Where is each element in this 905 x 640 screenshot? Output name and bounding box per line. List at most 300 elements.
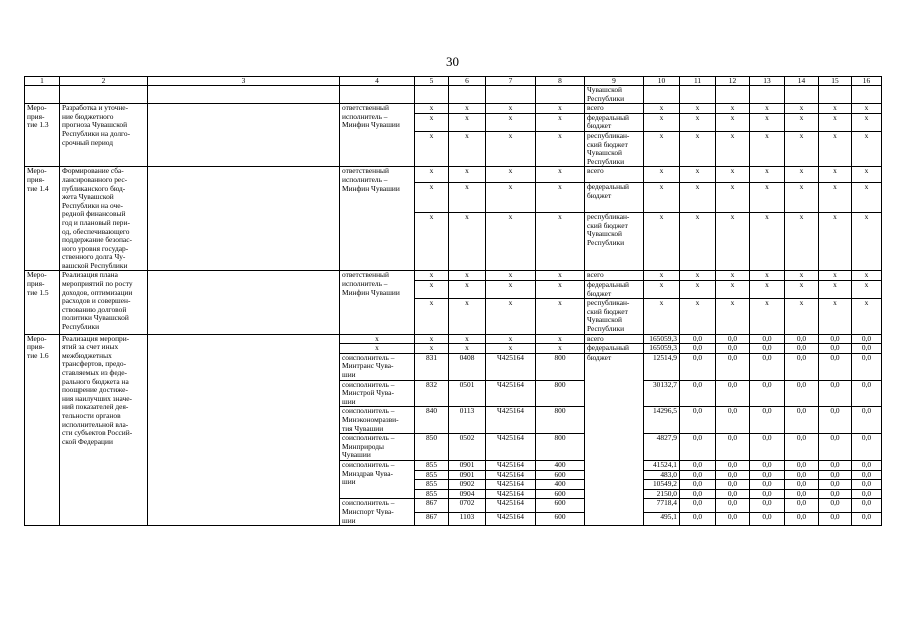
table-cell: x: [449, 183, 486, 213]
table-row: [25, 167, 882, 183]
table-cell: [449, 86, 486, 104]
table-cell: 0,0: [852, 460, 882, 470]
table-cell: 0,0: [680, 344, 716, 354]
table-cell: x: [536, 167, 585, 183]
table-cell: [852, 86, 882, 104]
table-cell: 0,0: [716, 489, 750, 499]
table-cell: x: [536, 131, 585, 166]
table-cell: x: [486, 213, 536, 271]
table-header: [25, 77, 882, 86]
table-cell: 0,0: [716, 499, 750, 512]
table-cell: 0,0: [819, 470, 852, 480]
table-cell: 600: [536, 489, 585, 499]
table-cell: 0,0: [852, 480, 882, 490]
table-cell: 2150,0: [644, 489, 680, 499]
table-cell: 0,0: [785, 353, 819, 380]
table-cell: x: [750, 104, 785, 114]
table-cell: x: [852, 131, 882, 166]
table-cell: x: [680, 299, 716, 334]
table-cell: 4827,9: [644, 434, 680, 461]
table-cell: 0,0: [716, 407, 750, 434]
table-cell: 0901: [449, 460, 486, 470]
table-cell: x: [819, 213, 852, 271]
table-cell: 600: [536, 512, 585, 525]
table-cell: x: [486, 299, 536, 334]
table-cell: x: [486, 113, 536, 131]
table-cell: [148, 86, 340, 104]
table-cell: 0,0: [785, 489, 819, 499]
table-cell: x: [415, 344, 449, 354]
column-header: 8: [536, 77, 585, 86]
table-cell: x: [785, 113, 819, 131]
table-cell: 800: [536, 380, 585, 407]
table-cell: x: [819, 104, 852, 114]
table-cell: x: [415, 213, 449, 271]
table-cell: 400: [536, 460, 585, 470]
table-cell: 0,0: [750, 480, 785, 490]
table-cell: соисполнитель – Минприроды Чувашии: [340, 434, 415, 461]
program-table: [24, 76, 882, 526]
table-cell: x: [644, 131, 680, 166]
table-cell: Ч425164: [486, 499, 536, 512]
table-cell: x: [449, 299, 486, 334]
table-cell: x: [536, 281, 585, 299]
table-cell: 0,0: [852, 470, 882, 480]
table-cell: 0,0: [680, 334, 716, 344]
table-cell: x: [819, 271, 852, 281]
table-cell: Ч425164: [486, 353, 536, 380]
column-header: 5: [415, 77, 449, 86]
table-cell: 800: [536, 353, 585, 380]
table-cell: 0,0: [852, 344, 882, 354]
table-cell: x: [750, 281, 785, 299]
table-cell: 0,0: [819, 353, 852, 380]
table-cell: республикан- ский бюджет Чувашской Республики: [585, 213, 644, 271]
table-cell: 0,0: [852, 334, 882, 344]
table-cell: [680, 86, 716, 104]
table-cell: x: [750, 183, 785, 213]
table-cell: 0,0: [716, 470, 750, 480]
table-cell: x: [750, 113, 785, 131]
table-cell: 0,0: [680, 353, 716, 380]
table-cell: [415, 86, 449, 104]
table-cell: x: [680, 113, 716, 131]
table-cell: x: [486, 104, 536, 114]
table-cell: 0,0: [819, 489, 852, 499]
table-cell: x: [449, 131, 486, 166]
table-cell: 0,0: [785, 334, 819, 344]
table-cell: x: [680, 271, 716, 281]
table-cell: x: [819, 131, 852, 166]
table-cell: x: [449, 334, 486, 344]
table-cell: ответственный исполнитель – Минфин Чувашии: [340, 167, 415, 271]
table-cell: x: [415, 104, 449, 114]
table-cell: 0,0: [819, 460, 852, 470]
table-cell: 600: [536, 470, 585, 480]
table-cell: Ч425164: [486, 434, 536, 461]
table-cell: 0,0: [852, 489, 882, 499]
table-cell: 0113: [449, 407, 486, 434]
table-cell: 0,0: [852, 434, 882, 461]
table-cell: 0,0: [785, 480, 819, 490]
table-cell: Меро- прия- тие 1.4: [25, 167, 60, 271]
table-cell: x: [819, 167, 852, 183]
table-cell: 0,0: [819, 512, 852, 525]
table-cell: Формирование сба- лансированного рес- публиканского бюд- жета Чувашской Республики на оче- редной финансовый год и плановый пери- од, обеспечивающего поддержание безопас- ного уровня государ- ственного долга Чу- вашской Республики: [60, 167, 148, 271]
table-cell: x: [644, 167, 680, 183]
table-cell: x: [415, 281, 449, 299]
table-cell: 867: [415, 512, 449, 525]
table-cell: 0901: [449, 470, 486, 480]
table-cell: x: [716, 131, 750, 166]
table-cell: 0,0: [819, 344, 852, 354]
table-cell: 0902: [449, 480, 486, 490]
table-cell: 0702: [449, 499, 486, 512]
table-cell: x: [644, 213, 680, 271]
table-cell: всего: [585, 334, 644, 344]
column-header: 11: [680, 77, 716, 86]
table-cell: x: [644, 271, 680, 281]
table-row: [25, 104, 882, 114]
table-cell: 1103: [449, 512, 486, 525]
table-cell: 0,0: [819, 407, 852, 434]
table-cell: x: [486, 131, 536, 166]
table-cell: 600: [536, 499, 585, 512]
column-header: 12: [716, 77, 750, 86]
table-cell: 0,0: [750, 512, 785, 525]
table-cell: x: [486, 271, 536, 281]
table-cell: федеральный бюджет: [585, 183, 644, 213]
table-cell: 0,0: [680, 470, 716, 480]
table-cell: [148, 167, 340, 271]
table-body: [25, 86, 882, 526]
table-cell: 855: [415, 460, 449, 470]
table-cell: 483,0: [644, 470, 680, 480]
table-cell: x: [819, 281, 852, 299]
table-cell: Реализация плана мероприятий по росту доходов, оптимизации расходов и совершен- ствованию долговой политики Чувашской Республики: [60, 271, 148, 334]
table-cell: 0,0: [680, 512, 716, 525]
table-cell: x: [486, 167, 536, 183]
table-cell: x: [536, 213, 585, 271]
table-cell: федеральный: [585, 344, 644, 354]
table-cell: x: [486, 281, 536, 299]
table-cell: x: [852, 113, 882, 131]
column-header: 13: [750, 77, 785, 86]
table-cell: x: [415, 167, 449, 183]
table-cell: x: [716, 271, 750, 281]
table-cell: x: [852, 183, 882, 213]
table-cell: Ч425164: [486, 407, 536, 434]
table-cell: x: [340, 344, 415, 354]
table-cell: 0,0: [750, 499, 785, 512]
table-cell: x: [644, 299, 680, 334]
table-cell: x: [680, 213, 716, 271]
table-cell: соисполнитель – Минэкономразви- тия Чувашии: [340, 407, 415, 434]
column-header: 16: [852, 77, 882, 86]
column-header: 7: [486, 77, 536, 86]
table-cell: [819, 86, 852, 104]
table-cell: [148, 104, 340, 167]
table-cell: x: [785, 183, 819, 213]
table-cell: 400: [536, 480, 585, 490]
table-cell: x: [716, 167, 750, 183]
column-header: 14: [785, 77, 819, 86]
table-cell: 840: [415, 407, 449, 434]
table-cell: 0,0: [680, 460, 716, 470]
table-cell: 0,0: [819, 334, 852, 344]
table-cell: [60, 86, 148, 104]
table-cell: x: [785, 131, 819, 166]
table-cell: соисполнитель – Минспорт Чува- шии: [340, 499, 415, 526]
table-cell: 0,0: [819, 499, 852, 512]
table-cell: x: [716, 183, 750, 213]
table-cell: x: [680, 131, 716, 166]
table-cell: республикан- ский бюджет Чувашской Республики: [585, 131, 644, 166]
table-cell: x: [536, 113, 585, 131]
table-cell: [716, 86, 750, 104]
table-cell: 0,0: [750, 334, 785, 344]
table-cell: соисполнитель – Минздрав Чува- шии: [340, 460, 415, 498]
column-header: 6: [449, 77, 486, 86]
table-cell: x: [716, 299, 750, 334]
table-cell: соисполнитель – Минстрой Чува- шии: [340, 380, 415, 407]
column-header: 4: [340, 77, 415, 86]
table-row: [25, 86, 882, 104]
table-cell: 0,0: [716, 380, 750, 407]
table-cell: 850: [415, 434, 449, 461]
table-cell: 0,0: [750, 489, 785, 499]
table-cell: 7718,4: [644, 499, 680, 512]
table-cell: x: [750, 167, 785, 183]
table-cell: x: [449, 104, 486, 114]
table-cell: 0,0: [750, 380, 785, 407]
table-cell: 832: [415, 380, 449, 407]
table-cell: x: [415, 271, 449, 281]
table-cell: x: [785, 281, 819, 299]
table-cell: x: [415, 183, 449, 213]
table-cell: 0,0: [750, 434, 785, 461]
table-cell: x: [340, 334, 415, 344]
table-cell: 0,0: [680, 480, 716, 490]
table-cell: 0,0: [680, 489, 716, 499]
table-cell: 0,0: [852, 407, 882, 434]
table-cell: 0501: [449, 380, 486, 407]
table-cell: x: [716, 104, 750, 114]
table-cell: 0,0: [680, 407, 716, 434]
table-cell: 855: [415, 489, 449, 499]
table-cell: 0,0: [785, 470, 819, 480]
table-cell: x: [716, 113, 750, 131]
table-cell: 0,0: [852, 512, 882, 525]
table-cell: 0,0: [716, 480, 750, 490]
table-cell: 10549,2: [644, 480, 680, 490]
table-cell: [25, 86, 60, 104]
table-cell: 41524,1: [644, 460, 680, 470]
table-cell: 0,0: [750, 470, 785, 480]
table-cell: x: [852, 167, 882, 183]
table-cell: ответственный исполнитель – Минфин Чувашии: [340, 271, 415, 334]
table-cell: 0904: [449, 489, 486, 499]
table-cell: Ч425164: [486, 480, 536, 490]
table-cell: 867: [415, 499, 449, 512]
table-cell: [536, 86, 585, 104]
table-cell: Ч425164: [486, 470, 536, 480]
table-cell: 0,0: [680, 380, 716, 407]
table-cell: x: [486, 344, 536, 354]
table-cell: бюджет: [585, 353, 644, 525]
table-cell: x: [819, 299, 852, 334]
table-cell: 0,0: [716, 512, 750, 525]
column-header: 15: [819, 77, 852, 86]
table-cell: [148, 271, 340, 334]
table-cell: x: [415, 113, 449, 131]
table-cell: x: [785, 213, 819, 271]
table-cell: 800: [536, 434, 585, 461]
table-cell: 0,0: [750, 344, 785, 354]
table-cell: 0,0: [716, 434, 750, 461]
table-cell: x: [415, 131, 449, 166]
table-cell: x: [785, 104, 819, 114]
table-cell: x: [750, 299, 785, 334]
table-cell: 495,1: [644, 512, 680, 525]
table-cell: всего: [585, 271, 644, 281]
table-cell: 12514,9: [644, 353, 680, 380]
table-cell: 0,0: [819, 380, 852, 407]
table-cell: Меро- прия- тие 1.5: [25, 271, 60, 334]
table-cell: 855: [415, 480, 449, 490]
column-header: 1: [25, 77, 60, 86]
table-cell: Ч425164: [486, 489, 536, 499]
table-cell: Ч425164: [486, 460, 536, 470]
table-cell: x: [716, 213, 750, 271]
table-cell: 0,0: [852, 499, 882, 512]
table-cell: x: [415, 334, 449, 344]
table-cell: 0,0: [750, 407, 785, 434]
table-cell: [750, 86, 785, 104]
table-cell: x: [716, 281, 750, 299]
table-cell: x: [852, 281, 882, 299]
table-cell: [486, 86, 536, 104]
table-cell: 0,0: [819, 480, 852, 490]
table-cell: 0502: [449, 434, 486, 461]
table-cell: x: [644, 281, 680, 299]
table-cell: x: [680, 183, 716, 213]
table-cell: x: [644, 183, 680, 213]
table-cell: x: [750, 213, 785, 271]
table-cell: x: [486, 334, 536, 344]
table-cell: 0,0: [852, 380, 882, 407]
table-cell: 0,0: [785, 460, 819, 470]
table-cell: 0,0: [716, 334, 750, 344]
table-cell: Разработка и уточне- ние бюджетного прогноза Чувашской Республики на долго- срочный период: [60, 104, 148, 167]
table-cell: 0,0: [785, 434, 819, 461]
table-cell: x: [449, 344, 486, 354]
table-cell: 0,0: [785, 499, 819, 512]
table-cell: 855: [415, 470, 449, 480]
table-cell: Ч425164: [486, 512, 536, 525]
table-cell: 0,0: [680, 499, 716, 512]
table-cell: Чувашской Республики: [585, 86, 644, 104]
table-cell: x: [819, 183, 852, 213]
table-cell: x: [536, 344, 585, 354]
table-cell: федеральный бюджет: [585, 281, 644, 299]
table-cell: всего: [585, 167, 644, 183]
table-cell: 0408: [449, 353, 486, 380]
table-cell: федеральный бюджет: [585, 113, 644, 131]
table-cell: x: [449, 167, 486, 183]
table-cell: x: [644, 113, 680, 131]
table-cell: x: [680, 104, 716, 114]
table-cell: 831: [415, 353, 449, 380]
table-cell: 0,0: [785, 407, 819, 434]
table-cell: 0,0: [716, 344, 750, 354]
table-cell: всего: [585, 104, 644, 114]
table-cell: x: [785, 167, 819, 183]
table-cell: x: [852, 213, 882, 271]
table-cell: x: [415, 299, 449, 334]
table-cell: x: [680, 281, 716, 299]
table-row: [25, 334, 882, 344]
table-cell: x: [644, 104, 680, 114]
table-cell: x: [449, 113, 486, 131]
table-cell: x: [486, 183, 536, 213]
table-cell: x: [750, 271, 785, 281]
column-header: 9: [585, 77, 644, 86]
table-cell: [340, 86, 415, 104]
table-cell: 0,0: [750, 353, 785, 380]
table-cell: 0,0: [716, 460, 750, 470]
table-cell: [644, 86, 680, 104]
table-cell: Реализация меропри- ятий за счет иных межбюджетных трансфертов, предо- ставляемых из феде- рального бюджета на поощрение достиже- ния наилучших значе- ний показателей дея- тельности органов исполнительной вла- сти субъектов Россий- ской Федерации: [60, 334, 148, 525]
table-cell: Ч425164: [486, 380, 536, 407]
table-cell: Меро- прия- тие 1.3: [25, 104, 60, 167]
table-cell: ответственный исполнитель – Минфин Чувашии: [340, 104, 415, 167]
table-cell: 0,0: [785, 380, 819, 407]
table-cell: 30132,7: [644, 380, 680, 407]
table-cell: 800: [536, 407, 585, 434]
table-cell: x: [852, 271, 882, 281]
table-cell: 165059,3: [644, 334, 680, 344]
table-cell: x: [819, 113, 852, 131]
table-cell: x: [785, 271, 819, 281]
table-cell: x: [536, 183, 585, 213]
table-cell: x: [536, 299, 585, 334]
table-cell: 14296,5: [644, 407, 680, 434]
table-row: [25, 271, 882, 281]
table-cell: [148, 334, 340, 525]
table-cell: x: [750, 131, 785, 166]
table-cell: x: [536, 334, 585, 344]
table-cell: 165059,3: [644, 344, 680, 354]
table-cell: 0,0: [852, 353, 882, 380]
table-cell: 0,0: [785, 512, 819, 525]
table-cell: x: [852, 104, 882, 114]
table-cell: 0,0: [716, 353, 750, 380]
table-cell: республикан- ский бюджет Чувашской Республики: [585, 299, 644, 334]
table-cell: x: [680, 167, 716, 183]
table-cell: x: [449, 213, 486, 271]
column-number-row: [25, 77, 882, 86]
table-cell: 0,0: [750, 460, 785, 470]
table-cell: 0,0: [819, 434, 852, 461]
table-cell: [785, 86, 819, 104]
column-header: 3: [148, 77, 340, 86]
table-cell: x: [785, 299, 819, 334]
table-cell: x: [449, 281, 486, 299]
table-cell: x: [449, 271, 486, 281]
column-header: 2: [60, 77, 148, 86]
table-cell: 0,0: [680, 434, 716, 461]
